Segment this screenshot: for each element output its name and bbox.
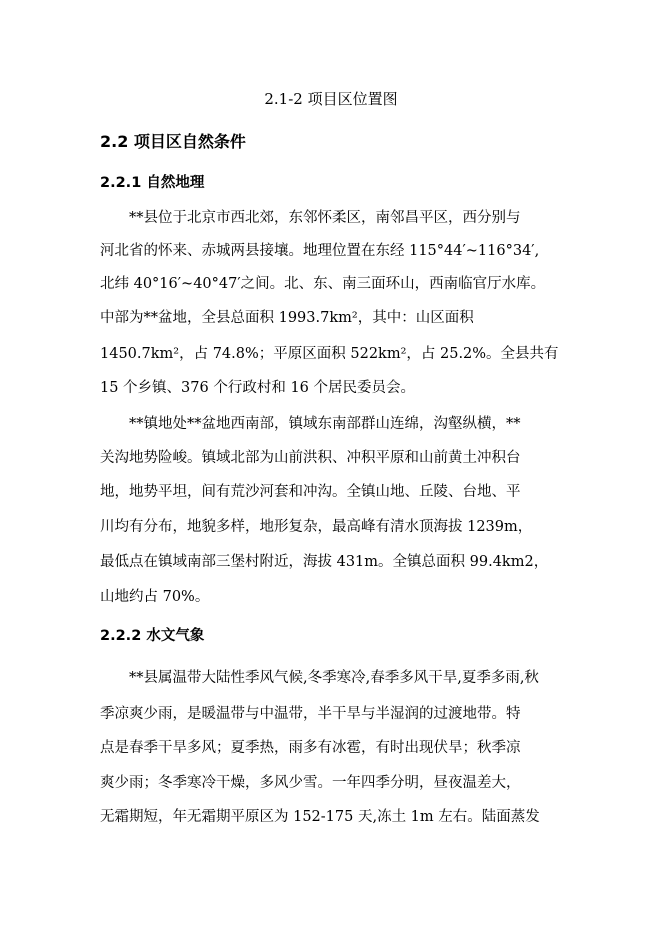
text-line: **县属温带大陆性季风气候,冬季寒冷,春季多风干旱,夏季多雨,秋 [129,670,539,686]
text-line: 中部为**盆地，全县总面积 1993.7km²，其中：山区面积 [100,310,474,326]
text-line: **县位于北京市西北郊，东邻怀柔区，南邻昌平区，西分别与 [129,210,521,226]
text-line: 地，地势平坦，间有荒沙河套和冲沟。全镇山地、丘陵、台地、平 [100,484,521,500]
text-line: 河北省的怀来、赤城两县接壤。地理位置在东经 115°44′~116°34′, [100,243,540,259]
subsection-heading-2-2-1: 2.2.1 自然地理 [100,175,205,191]
text-line: 最低点在镇域南部三堡村附近，海拔 431m。全镇总面积 99.4km2， [100,554,549,570]
text-line: 15 个乡镇、376 个行政村和 16 个居民委员会。 [100,380,416,396]
text-line: 无霜期短，年无霜期平原区为 152-175 天,冻土 1m 左右。陆面蒸发 [100,809,540,825]
text-line: 1450.7km²，占 74.8%；平原区面积 522km²，占 25.2%。全县共有 [100,346,559,362]
text-line: **镇地处**盆地西南部，镇域东南部群山连绵，沟壑纵横，** [129,416,521,432]
section-heading-2-2: 2.2 项目区自然条件 [100,132,246,151]
text-line: 关沟地势险峻。镇域北部为山前洪积、冲积平原和山前黄土冲积台 [100,450,521,466]
text-line: 季凉爽少雨，是暖温带与中温带，半干旱与半湿润的过渡地带。特 [100,706,521,722]
text-line: 点是春季干旱多风；夏季热，雨多有冰雹，有时出现伏旱；秋季凉 [100,740,521,756]
text-line: 山地约占 70%。 [100,589,210,605]
text-line: 北纬 40°16′~40°47′之间。北、东、南三面环山，西南临官厅水库。 [100,276,546,292]
figure-caption: 2.1-2 项目区位置图 [264,90,398,108]
subsection-heading-2-2-2: 2.2.2 水文气象 [100,628,205,644]
text-line: 爽少雨；冬季寒冷干燥，多风少雪。一年四季分明，昼夜温差大， [100,775,521,791]
text-line: 川均有分布，地貌多样，地形复杂，最高峰有清水顶海拔 1239m， [100,519,533,535]
